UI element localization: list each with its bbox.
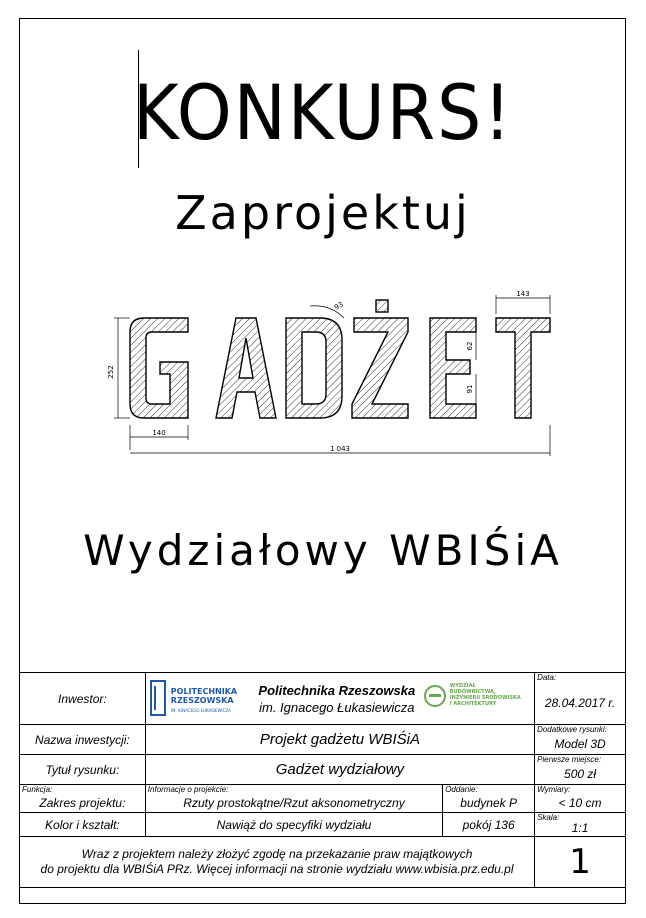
letter-e — [430, 318, 476, 418]
note-line1: Wraz z projektem należy złożyć zgodę na przekazanie praw majątkowych — [81, 847, 473, 861]
function-label: Funkcja: — [22, 785, 53, 794]
contest-title: KONKURS! — [132, 68, 514, 157]
note-cell — [20, 837, 535, 888]
note-line2: do projektu dla WBIŚiA PRz. Więcej informacji na stronie wydziału www.wbisia.prz.edu.pl — [40, 862, 514, 876]
investor-cell — [145, 673, 534, 725]
contest-subtitle: Zaprojektuj — [175, 186, 471, 240]
wbisia-logo-text — [450, 683, 521, 707]
color-place: pokój 136 — [443, 813, 535, 837]
sheet-number: 1 — [535, 837, 626, 888]
prz-logo-line3: IM. IGNACEGO ŁUKASIEWICZA — [170, 708, 231, 713]
dim-h2: 91 — [466, 384, 474, 394]
date-cell — [535, 673, 626, 725]
date-value: 28.04.2017 r. — [544, 695, 616, 710]
wbisia-emblem — [424, 685, 446, 707]
wbisia-line1: WYDZIAŁ — [449, 683, 476, 689]
dim-letter-width: 140 — [152, 429, 166, 437]
extra-cell — [535, 725, 626, 755]
prz-logo-line2: RZESZOWSKA — [170, 696, 234, 705]
first-place-cell — [535, 755, 626, 785]
title-block — [19, 672, 626, 888]
scope-label: Zakres projektu: — [39, 795, 126, 810]
drawing-title-label: Tytuł rysunku: — [20, 755, 146, 785]
dim-angle: 93 — [333, 300, 345, 312]
investment-value: Projekt gadżetu WBIŚiA — [145, 725, 534, 755]
project-info-label: Informacje o projekcie: — [147, 785, 229, 794]
scope-place-cell — [443, 785, 535, 813]
wbisia-line2: BUDOWNICTWA, — [449, 689, 496, 695]
letter-z-dot — [376, 300, 388, 312]
extra-label: Dodatkowe rysunki: — [537, 725, 607, 734]
first-place-value: 500 zł — [564, 766, 597, 781]
dim-h1: 62 — [466, 341, 474, 351]
scale-cell — [535, 813, 626, 837]
color-label: Kolor i kształt: — [20, 813, 146, 837]
extra-value: Model 3D — [554, 736, 606, 751]
faculty-title: Wydziałowy WBIŚiA — [83, 526, 563, 575]
color-value: Nawiąż do specyfiki wydziału — [145, 813, 442, 837]
scope-place: budynek P — [460, 795, 517, 810]
letter-g — [130, 318, 188, 418]
date-label: Data: — [537, 673, 557, 682]
scope-value: Rzuty prostokątne/Rzut aksonometryczny — [183, 795, 405, 810]
letter-d — [286, 318, 342, 418]
delivery-label: Oddanie: — [445, 785, 478, 794]
letter-t — [496, 318, 550, 418]
scale-value: 1:1 — [571, 820, 589, 835]
investor-sub: im. Ignacego Łukasiewicza — [259, 700, 415, 715]
dim-total-width: 1 043 — [329, 445, 351, 453]
dimensions-cell — [535, 785, 626, 813]
dimensions-label: Wymiary: — [537, 785, 571, 794]
wbisia-line4: I ARCHITEKTURY — [449, 701, 497, 707]
letter-a — [216, 318, 276, 418]
dim-height: 252 — [107, 365, 115, 379]
prz-emblem — [150, 680, 166, 716]
drawing-title-value: Gadżet wydziałowy — [145, 755, 534, 785]
investor-label: Inwestor: — [20, 673, 146, 725]
investment-label: Nazwa inwestycji: — [20, 725, 146, 755]
prz-logo — [150, 680, 238, 718]
investor-name: Politechnika Rzeszowska — [258, 683, 416, 698]
scope-value-cell — [145, 785, 442, 813]
scale-label: Skala: — [537, 813, 560, 822]
scope-label-cell — [20, 785, 146, 813]
dim-top-width: 143 — [516, 290, 530, 298]
dimensions-value: < 10 cm — [558, 795, 602, 810]
first-place-label: Pierwsze miejsce: — [537, 755, 602, 764]
letter-z — [352, 318, 408, 418]
gadget-drawing — [108, 290, 558, 462]
wbisia-line3: INŻYNIERII ŚRODOWISKA — [449, 695, 521, 701]
prz-logo-line1: POLITECHNIKA — [170, 687, 238, 696]
